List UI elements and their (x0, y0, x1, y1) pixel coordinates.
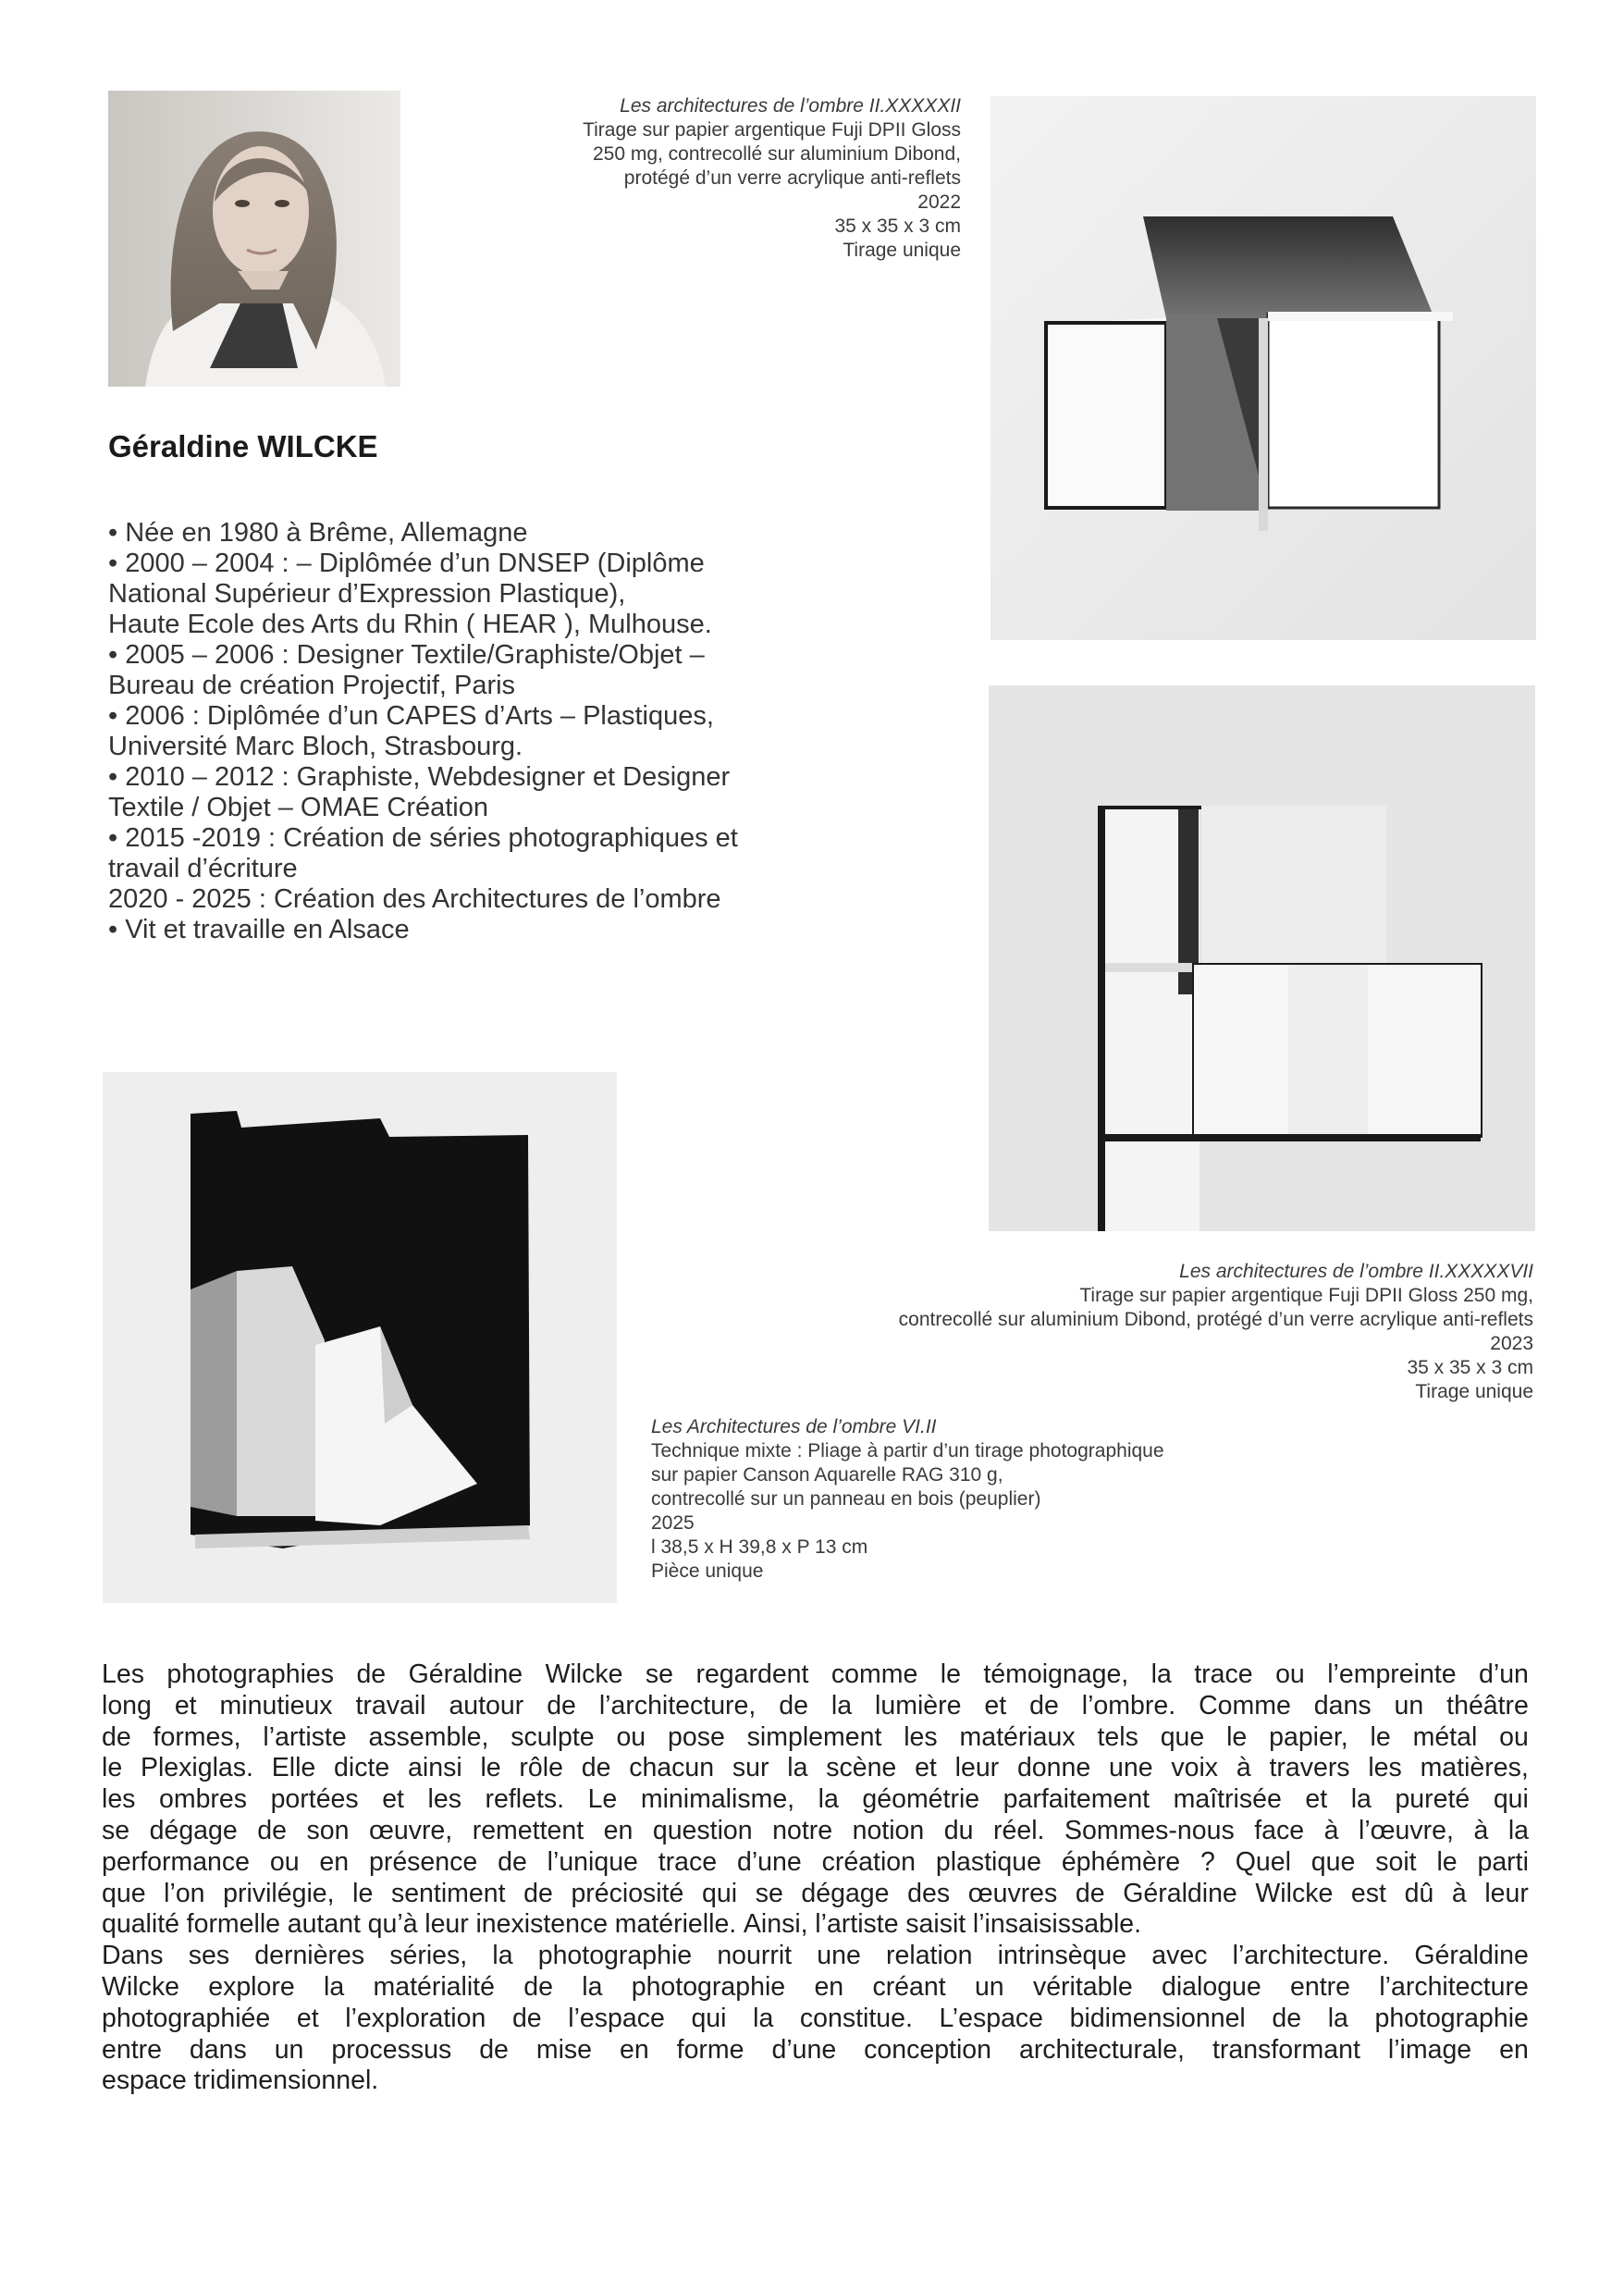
work-title-1: Les architectures de l’ombre II.XXXXXII (620, 95, 961, 117)
essay-line: Dans ses dernières séries, la photographie nourrit une relation intrinsèque avec l’architecture. Géraldine (102, 1941, 1529, 1971)
essay-line: que l’on privilégie, le sentiment de préciosité qui se dégage des œuvres de Géraldine Wilcke est dû à leur (102, 1878, 1529, 1908)
bio-line: • Née en 1980 à Brême, Allemagne (108, 518, 528, 548)
work-title-2: Les architectures de l’ombre II.XXXXXVII (1179, 1261, 1533, 1282)
work-detail: Technique mixte : Pliage à partir d’un tirage photographique (651, 1440, 1164, 1462)
work-caption-1 (583, 94, 961, 263)
essay-line: long et minutieux travail autour de l’architecture, de la lumière et de l’ombre. Comme dans un théâtre (102, 1690, 1529, 1720)
artist-name: Géraldine WILCKE (108, 429, 378, 463)
work-dimensions: 35 x 35 x 3 cm (1407, 1357, 1533, 1378)
work-edition: Tirage unique (1415, 1381, 1533, 1402)
portrait-photo (108, 91, 400, 387)
bio-line: Textile / Objet – OMAE Création (108, 793, 488, 822)
artwork-photo (990, 96, 1536, 640)
essay-line: espace tridimensionnel. (102, 2066, 379, 2096)
essay-line: le Plexiglas. Elle dicte ainsi le rôle de chacun sur la scène et leur donne une voix à travers les matières, (102, 1753, 1529, 1783)
work-caption-3 (651, 1415, 1164, 1584)
bio-line: • 2000 – 2004 : – Diplômée d’un DNSEP (Diplôme (108, 549, 705, 578)
work-detail: Tirage sur papier argentique Fuji DPII Gloss (583, 119, 961, 141)
work-caption-2 (899, 1260, 1533, 1404)
essay-line: entre dans un processus de mise en forme d’une conception architecturale, transformant l’image en (102, 2034, 1529, 2065)
essay-line: les ombres portées et les reflets. Le minimalisme, la géométrie parfaitement maîtrisée et la pureté qui (102, 1784, 1529, 1815)
work-detail: protégé d’un verre acrylique anti-reflets (623, 167, 961, 189)
work-edition: Tirage unique (843, 240, 961, 261)
essay-text (102, 1659, 1529, 2097)
essay-line: Les photographies de Géraldine Wilcke se regardent comme le témoignage, la trace ou l’empreinte d’un (102, 1659, 1529, 1689)
artwork-photo (989, 685, 1535, 1231)
bio-line: Bureau de création Projectif, Paris (108, 671, 516, 700)
essay-line: performance ou en présence de l’unique trace d’une création plastique éphémère ? Quel que soit le parti (102, 1846, 1529, 1877)
essay-line: photographiée et l’exploration de l’espace qui la constitue. L’espace bidimensionnel de la photographie (102, 2003, 1529, 2033)
bio-line: • 2015 -2019 : Création de séries photographiques et (108, 823, 738, 853)
work-dimensions: l 38,5 x H 39,8 x P 13 cm (651, 1536, 868, 1558)
bio-line: 2020 - 2025 : Création des Architectures de l’ombre (108, 884, 721, 914)
bio-line: • 2010 – 2012 : Graphiste, Webdesigner et Designer (108, 762, 731, 792)
bio-line: • 2006 : Diplômée d’un CAPES d’Arts – Plastiques, (108, 701, 714, 731)
biography (108, 518, 867, 945)
artwork-image-2 (989, 685, 1535, 1231)
bio-line: travail d’écriture (108, 854, 298, 883)
bio-line: • Vit et travaille en Alsace (108, 915, 410, 944)
work-year: 2025 (651, 1512, 695, 1534)
bio-line: National Supérieur d’Expression Plastique), (108, 579, 626, 609)
work-title-3: Les Architectures de l’ombre VI.II (651, 1416, 937, 1437)
work-detail: contrecollé sur un panneau en bois (peuplier) (651, 1488, 1041, 1510)
essay-line: qualité formelle autant qu’à leur inexistence matérielle. Ainsi, l’artiste saisit l’insaisissable. (102, 1909, 1142, 1940)
essay-line: de formes, l’artiste assemble, sculpte ou pose simplement les matériaux tels que le papier, le métal ou (102, 1721, 1529, 1752)
bio-line: • 2005 – 2006 : Designer Textile/Graphiste/Objet – (108, 640, 705, 670)
artist-portrait (108, 91, 400, 387)
work-dimensions: 35 x 35 x 3 cm (834, 216, 961, 237)
artwork-photo (103, 1072, 617, 1603)
work-detail: 250 mg, contrecollé sur aluminium Dibond, (592, 143, 961, 165)
work-detail: Tirage sur papier argentique Fuji DPII Gloss 250 mg, (1079, 1285, 1533, 1306)
artwork-image-1 (990, 96, 1536, 640)
bio-line: Université Marc Bloch, Strasbourg. (108, 732, 523, 761)
work-detail: sur papier Canson Aquarelle RAG 310 g, (651, 1464, 1003, 1486)
work-edition: Pièce unique (651, 1560, 764, 1582)
work-detail: contrecollé sur aluminium Dibond, protégé d’un verre acrylique anti-reflets (898, 1309, 1533, 1330)
essay-line: Wilcke explore la matérialité de la photographie en créant un véritable dialogue entre l’architecture (102, 1971, 1529, 2002)
artwork-image-3 (103, 1072, 617, 1603)
work-year: 2022 (917, 191, 961, 213)
bio-line: Haute Ecole des Arts du Rhin ( HEAR ), Mulhouse. (108, 610, 712, 639)
work-year: 2023 (1490, 1333, 1533, 1354)
essay-line: se dégage de son œuvre, remettent en question notre notion du réel. Sommes-nous face à l’œuvre, à la (102, 1815, 1529, 1845)
